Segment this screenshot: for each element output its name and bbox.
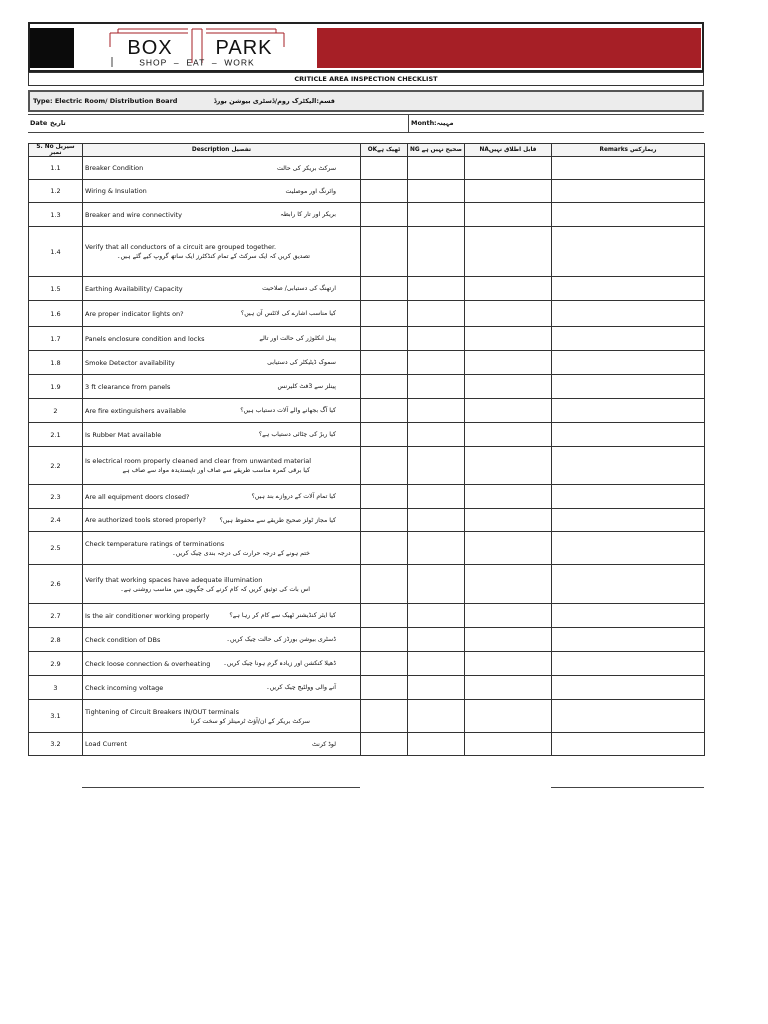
- row-serial-number: 1.1: [29, 157, 83, 180]
- na-cell[interactable]: [465, 509, 552, 532]
- row-description: [83, 180, 361, 203]
- row-serial-number: 2.4: [29, 509, 83, 532]
- row-description-english: Check condition of DBs: [85, 635, 161, 644]
- remarks-cell[interactable]: [552, 277, 705, 301]
- na-cell[interactable]: [465, 227, 552, 277]
- na-cell[interactable]: [465, 733, 552, 756]
- type-field: [28, 90, 704, 112]
- row-description-english: Wiring & Insulation: [85, 187, 147, 195]
- na-cell[interactable]: [465, 676, 552, 700]
- table-row: [29, 203, 705, 227]
- boxpark-logo: [108, 27, 286, 69]
- row-description-urdu: کیا مناسب اشارے کی لائٹس آن ہیں؟: [240, 310, 336, 317]
- row-description-urdu: پینل انکلوژر کی حالت اور تالے: [259, 335, 336, 342]
- remarks-cell[interactable]: [552, 157, 705, 180]
- na-cell[interactable]: [465, 447, 552, 485]
- table-row: [29, 327, 705, 351]
- row-description-english: Are authorized tools stored properly?: [85, 516, 206, 524]
- row-serial-number: 3.2: [29, 733, 83, 756]
- row-description: [83, 700, 361, 733]
- table-row: [29, 399, 705, 423]
- remarks-cell[interactable]: [552, 700, 705, 733]
- row-description-english: Breaker Condition: [85, 164, 144, 172]
- header-black-block: [30, 28, 74, 68]
- logo-tagline: SHOP – EAT – WORK: [139, 57, 255, 68]
- date-row-bottom-rule: [28, 132, 704, 133]
- row-serial-number: 1.5: [29, 277, 83, 301]
- ng-cell[interactable]: [408, 532, 465, 565]
- table-row: [29, 628, 705, 652]
- na-cell[interactable]: [465, 700, 552, 733]
- row-serial-number: 2.8: [29, 628, 83, 652]
- row-description-urdu: ارتھنگ کی دستیابی/ صلاحیت: [262, 285, 336, 292]
- table-row: [29, 157, 705, 180]
- table-row: [29, 565, 705, 604]
- row-description-english: Panels enclosure condition and locks: [85, 334, 205, 343]
- row-description: [83, 203, 361, 227]
- row-description-urdu: اس بات کی توثیق کریں کہ کام کرنے کی جگہوں میں مناسب روشنی ہے۔: [120, 585, 310, 593]
- row-description: [83, 565, 361, 604]
- remarks-cell[interactable]: [552, 604, 705, 628]
- row-serial-number: 2.1: [29, 423, 83, 447]
- row-description-urdu: لوڈ کرنٹ: [312, 740, 336, 748]
- row-description: [83, 676, 361, 700]
- table-row: [29, 375, 705, 399]
- ng-cell[interactable]: [408, 700, 465, 733]
- ng-cell[interactable]: [408, 157, 465, 180]
- row-description-english: Tightening of Circuit Breakers IN/OUT terminals: [85, 707, 239, 716]
- ok-cell[interactable]: [361, 532, 408, 565]
- ok-cell[interactable]: [361, 423, 408, 447]
- row-serial-number: 2.6: [29, 565, 83, 604]
- row-description: [83, 423, 361, 447]
- na-cell[interactable]: [465, 652, 552, 676]
- table-row: [29, 509, 705, 532]
- row-description-urdu: کیا ربڑ کی چٹائی دستیاب ہے؟: [258, 431, 336, 438]
- col-na: NAقابل اطلاق نہیں: [465, 144, 552, 157]
- na-cell[interactable]: [465, 628, 552, 652]
- row-description-english: Verify that working spaces have adequate illumination: [85, 575, 263, 584]
- row-description-english: Check temperature ratings of terminations: [85, 539, 225, 548]
- row-description-urdu: ختم ہونے کے درجہ حرارت کی درجہ بندی چیک کریں۔: [172, 549, 310, 557]
- row-description: [83, 301, 361, 327]
- ok-cell[interactable]: [361, 509, 408, 532]
- row-description-urdu: تصدیق کریں کہ ایک سرکٹ کے تمام کنڈکٹرز ایک ساتھ گروپ کیے گئے ہیں۔: [116, 253, 310, 260]
- signature-line-left: [82, 787, 360, 788]
- row-description-urdu: سموک ڈیٹیکٹر کی دستیابی: [267, 359, 336, 366]
- ok-cell[interactable]: [361, 628, 408, 652]
- ok-cell[interactable]: [361, 733, 408, 756]
- row-description-english: Check loose connection & overheating: [85, 659, 211, 668]
- row-description: [83, 227, 361, 277]
- remarks-cell[interactable]: [552, 733, 705, 756]
- ok-cell[interactable]: [361, 399, 408, 423]
- table-row: [29, 700, 705, 733]
- col-ng: NG صحیح نہیں ہے: [408, 144, 465, 157]
- date-label-urdu: تاریخ: [50, 119, 66, 127]
- na-cell[interactable]: [465, 301, 552, 327]
- row-serial-number: 3.1: [29, 700, 83, 733]
- na-cell[interactable]: [465, 565, 552, 604]
- remarks-cell[interactable]: [552, 351, 705, 375]
- row-description-english: Earthing Availability/ Capacity: [85, 284, 183, 293]
- table-row: [29, 423, 705, 447]
- inspection-checklist-table: [28, 143, 705, 756]
- ng-cell[interactable]: [408, 733, 465, 756]
- ok-cell[interactable]: [361, 485, 408, 509]
- row-description: [83, 509, 361, 532]
- ok-cell[interactable]: [361, 180, 408, 203]
- type-label-urdu: قسم:الیکٹرک روم/ڈسٹری بیوشن بورڈ: [213, 97, 335, 105]
- row-description: [83, 277, 361, 301]
- table-row: [29, 532, 705, 565]
- na-cell[interactable]: [465, 532, 552, 565]
- row-serial-number: 2.5: [29, 532, 83, 565]
- row-description: [83, 733, 361, 756]
- na-cell[interactable]: [465, 157, 552, 180]
- row-serial-number: 1.6: [29, 301, 83, 327]
- row-description: [83, 532, 361, 565]
- row-description-english: Is Rubber Mat available: [85, 430, 162, 439]
- row-serial-number: 1.2: [29, 180, 83, 203]
- remarks-cell[interactable]: [552, 301, 705, 327]
- row-description-english: Smoke Detector availability: [85, 358, 175, 367]
- row-description: [83, 375, 361, 399]
- ng-cell[interactable]: [408, 447, 465, 485]
- ok-cell[interactable]: [361, 227, 408, 277]
- row-serial-number: 2.7: [29, 604, 83, 628]
- table-row: [29, 604, 705, 628]
- ok-cell[interactable]: [361, 375, 408, 399]
- date-row-top-rule: [28, 114, 704, 115]
- remarks-cell[interactable]: [552, 375, 705, 399]
- month-label-urdu: مہینہ:: [434, 119, 454, 127]
- ng-cell[interactable]: [408, 652, 465, 676]
- table-header-row: [29, 144, 705, 157]
- col-description: Description تفصیل: [83, 144, 361, 157]
- row-serial-number: 1.3: [29, 203, 83, 227]
- remarks-cell[interactable]: [552, 203, 705, 227]
- col-sno: S. No سیریل نمبر: [29, 144, 83, 157]
- row-serial-number: 2.3: [29, 485, 83, 509]
- remarks-cell[interactable]: [552, 447, 705, 485]
- ok-cell[interactable]: [361, 676, 408, 700]
- na-cell[interactable]: [465, 277, 552, 301]
- na-cell[interactable]: [465, 485, 552, 509]
- remarks-cell[interactable]: [552, 327, 705, 351]
- na-cell[interactable]: [465, 399, 552, 423]
- remarks-cell[interactable]: [552, 227, 705, 277]
- row-description-english: Is electrical room properly cleaned and clear from unwanted material: [85, 457, 312, 465]
- row-serial-number: 1.8: [29, 351, 83, 375]
- row-description-urdu: کیا مجاز ٹولز صحیح طریقے سے محفوظ ہیں؟: [219, 516, 336, 524]
- row-description-urdu: کیا ایئر کنڈیشنر ٹھیک سے کام کر رہا ہے؟: [229, 612, 336, 619]
- ok-cell[interactable]: [361, 565, 408, 604]
- ok-cell[interactable]: [361, 157, 408, 180]
- row-description: [83, 447, 361, 485]
- row-description: [83, 604, 361, 628]
- row-description: [83, 351, 361, 375]
- col-ok: OKٹھیک ہے: [361, 144, 408, 157]
- row-description-urdu: ڈسٹری بیوشن بورڈز کی حالت چیک کریں۔: [226, 636, 336, 643]
- row-serial-number: 1.4: [29, 227, 83, 277]
- row-serial-number: 1.7: [29, 327, 83, 351]
- remarks-cell[interactable]: [552, 509, 705, 532]
- ng-cell[interactable]: [408, 604, 465, 628]
- row-description-english: Are fire extinguishers available: [85, 406, 186, 415]
- ng-cell[interactable]: [408, 375, 465, 399]
- ng-cell[interactable]: [408, 351, 465, 375]
- table-row: [29, 733, 705, 756]
- na-cell[interactable]: [465, 180, 552, 203]
- row-serial-number: 3: [29, 676, 83, 700]
- ng-cell[interactable]: [408, 203, 465, 227]
- row-description: [83, 327, 361, 351]
- ng-cell[interactable]: [408, 628, 465, 652]
- na-cell[interactable]: [465, 327, 552, 351]
- ng-cell[interactable]: [408, 301, 465, 327]
- ng-cell[interactable]: [408, 277, 465, 301]
- row-description: [83, 485, 361, 509]
- row-description-english: Load Current: [85, 740, 128, 748]
- table-row: [29, 301, 705, 327]
- row-description-english: 3 ft clearance from panels: [85, 382, 171, 391]
- ng-cell[interactable]: [408, 399, 465, 423]
- row-description-urdu: وائرنگ اور موصلیت: [285, 187, 336, 195]
- date-month-row: [28, 114, 704, 132]
- row-description-english: Is the air conditioner working properly: [85, 611, 210, 620]
- header-red-banner: [317, 28, 701, 68]
- table-row: [29, 485, 705, 509]
- row-description-english: Are all equipment doors closed?: [85, 492, 190, 501]
- ok-cell[interactable]: [361, 447, 408, 485]
- row-description-urdu: کیا برقی کمرہ مناسب طریقے سے صاف اور ناپسندیدہ مواد سے صاف ہے: [122, 467, 310, 474]
- na-cell[interactable]: [465, 351, 552, 375]
- row-description: [83, 628, 361, 652]
- date-month-divider: [408, 114, 409, 132]
- ok-cell[interactable]: [361, 700, 408, 733]
- row-description-urdu: سرکٹ بریکر کے ان/آؤٹ ٹرمینلز کو سخت کرنا: [190, 717, 310, 725]
- ok-cell[interactable]: [361, 203, 408, 227]
- row-description: [83, 652, 361, 676]
- table-row: [29, 227, 705, 277]
- remarks-cell[interactable]: [552, 423, 705, 447]
- ng-cell[interactable]: [408, 509, 465, 532]
- ng-cell[interactable]: [408, 327, 465, 351]
- col-remarks: Remarks ریمارکس: [552, 144, 705, 157]
- row-description-urdu: ڈھیلا کنکشن اور زیادہ گرم ہونا چیک کریں۔: [223, 660, 336, 667]
- row-description-urdu: پینلز سے 3فٹ کلیرنس: [277, 383, 336, 390]
- row-description-english: Check incoming voltage: [85, 683, 164, 692]
- row-description: [83, 399, 361, 423]
- row-serial-number: 2.2: [29, 447, 83, 485]
- row-description-urdu: آنے والی وولٹیج چیک کریں۔: [266, 684, 336, 691]
- ok-cell[interactable]: [361, 327, 408, 351]
- remarks-cell[interactable]: [552, 676, 705, 700]
- na-cell[interactable]: [465, 423, 552, 447]
- ng-cell[interactable]: [408, 180, 465, 203]
- month-label: Month: [411, 119, 435, 127]
- table-row: [29, 676, 705, 700]
- row-description-urdu: بریکر اور تار کا رابطہ: [280, 211, 336, 218]
- remarks-cell[interactable]: [552, 565, 705, 604]
- table-row: [29, 351, 705, 375]
- remarks-cell[interactable]: [552, 180, 705, 203]
- row-description-urdu: کیا آگ بجھانے والے آلات دستیاب ہیں؟: [240, 407, 336, 414]
- na-cell[interactable]: [465, 375, 552, 399]
- row-serial-number: 2.9: [29, 652, 83, 676]
- ok-cell[interactable]: [361, 277, 408, 301]
- checklist-title: CRITICLE AREA INSPECTION CHECKLIST: [28, 72, 704, 86]
- row-description-english: Verify that all conductors of a circuit are grouped together.: [85, 243, 277, 251]
- ng-cell[interactable]: [408, 423, 465, 447]
- row-description: [83, 157, 361, 180]
- row-serial-number: 2: [29, 399, 83, 423]
- ok-cell[interactable]: [361, 301, 408, 327]
- type-label: Type: Electric Room/ Distribution Board: [33, 97, 178, 105]
- row-description-urdu: کیا تمام آلات کے دروازے بند ہیں؟: [251, 493, 336, 500]
- row-description-urdu: سرکٹ بریکر کی حالت: [277, 164, 336, 172]
- date-label: Date: [30, 119, 48, 127]
- row-serial-number: 1.9: [29, 375, 83, 399]
- ng-cell[interactable]: [408, 227, 465, 277]
- remarks-cell[interactable]: [552, 628, 705, 652]
- remarks-cell[interactable]: [552, 485, 705, 509]
- table-row: [29, 447, 705, 485]
- remarks-cell[interactable]: [552, 399, 705, 423]
- logo-brand-left: BOX: [127, 37, 173, 59]
- ng-cell[interactable]: [408, 485, 465, 509]
- row-description-english: Breaker and wire connectivity: [85, 210, 183, 219]
- signature-line-right: [551, 787, 704, 788]
- ng-cell[interactable]: [408, 565, 465, 604]
- remarks-cell[interactable]: [552, 652, 705, 676]
- remarks-cell[interactable]: [552, 532, 705, 565]
- ok-cell[interactable]: [361, 604, 408, 628]
- ng-cell[interactable]: [408, 676, 465, 700]
- ok-cell[interactable]: [361, 351, 408, 375]
- table-row: [29, 180, 705, 203]
- table-row: [29, 652, 705, 676]
- ok-cell[interactable]: [361, 652, 408, 676]
- table-row: [29, 277, 705, 301]
- row-description-english: Are proper indicator lights on?: [85, 309, 184, 318]
- na-cell[interactable]: [465, 604, 552, 628]
- na-cell[interactable]: [465, 203, 552, 227]
- logo-brand-right: PARK: [215, 37, 273, 59]
